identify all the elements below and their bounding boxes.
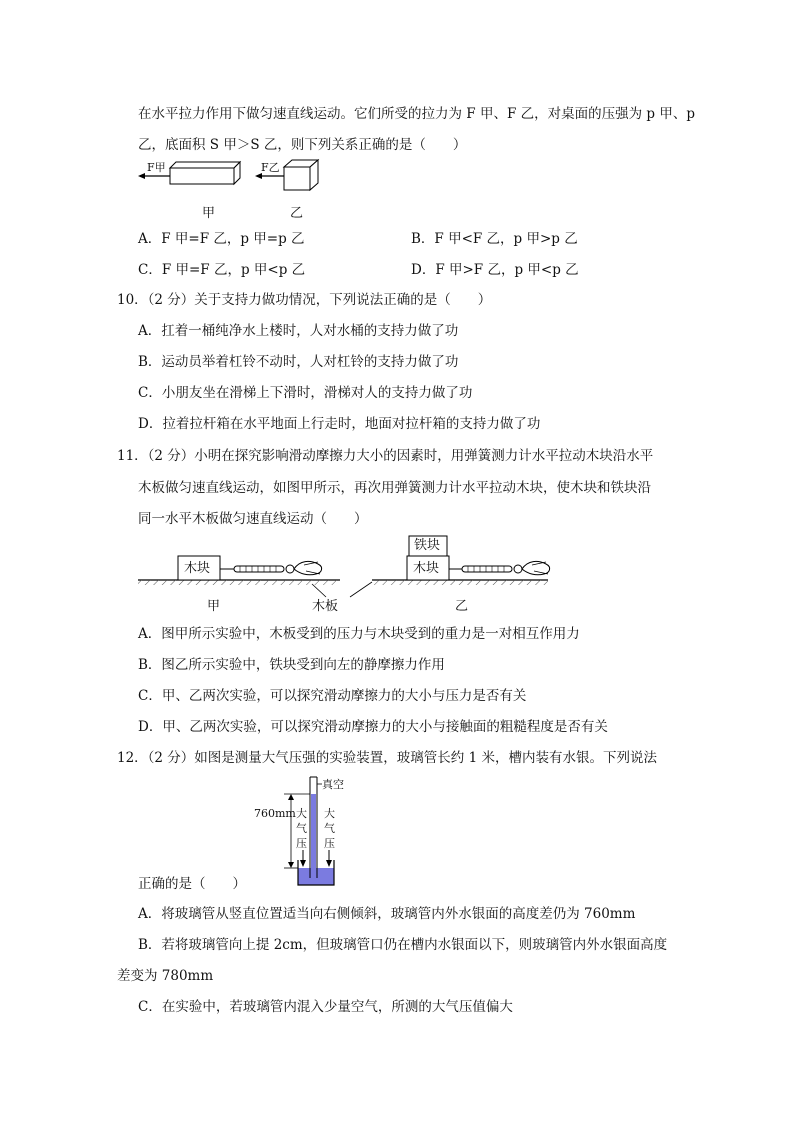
q9-option-d: D．F 甲>F 乙，p 甲<p 乙 <box>411 262 579 278</box>
q12-left-char-2: 气 <box>296 822 307 835</box>
q11-wood-block-label-right: 木块 <box>413 561 440 576</box>
q11-option-b: B．图乙所示实验中，铁块受到向左的静摩擦力作用 <box>138 657 445 673</box>
q12-option-b-line2: 差变为 780mm <box>117 968 214 984</box>
q12-left-char-1: 大 <box>296 807 307 820</box>
q12-stem-line2: 正确的是（ ） <box>138 876 246 892</box>
q9-option-c: C．F 甲=F 乙，p 甲<p 乙 <box>138 262 306 278</box>
q9-force-label-right: F乙 <box>261 161 280 174</box>
q9-caption-right: 乙 <box>290 206 304 221</box>
q12-height-label: 760mm <box>254 807 296 820</box>
q10-option-b: B．运动员举着杠铃不动时，人对杠铃的支持力做了功 <box>138 354 459 370</box>
q12-right-char-2: 气 <box>324 822 335 835</box>
q12-option-c: C．在实验中，若玻璃管内混入少量空气，所测的大气压值偏大 <box>138 999 513 1015</box>
q12-glass-tube <box>310 777 317 878</box>
q10-stem: 10．（2 分）关于支持力做功情况，下列说法正确的是（ ） <box>117 292 492 308</box>
q11-caption-left: 甲 <box>207 599 221 614</box>
q11-option-c: C．甲、乙两次实验，可以探究滑动摩擦力的大小与压力是否有关 <box>138 688 527 704</box>
q12-pressure-arrow-left <box>300 850 306 867</box>
q9-caption-left: 甲 <box>202 206 216 221</box>
q12-right-char-1: 大 <box>324 807 335 820</box>
q11-stem-line2: 木板做匀速直线运动，如图甲所示，再次用弹簧测力计水平拉动木块，使木块和铁块沿 <box>138 480 651 496</box>
q12-stem-line1: 12．（2 分）如图是测量大气压强的实验装置，玻璃管长约 1 米，槽内装有水银。下列说法 <box>117 750 657 766</box>
q12-pressure-arrow-right <box>326 850 332 867</box>
q10-option-d: D．拉着拉杆箱在水平地面上行走时，地面对拉杆箱的支持力做了功 <box>138 416 541 432</box>
q12-left-char-3: 压 <box>296 837 307 850</box>
q12-right-char-3: 压 <box>324 837 335 850</box>
q12-option-a: A．将玻璃管从竖直位置适当向右侧倾斜，玻璃管内外水银面的高度差仍为 760mm <box>138 906 636 922</box>
q9-stem-line2: 乙，底面积 S 甲＞S 乙，则下列关系正确的是（ ） <box>138 137 467 153</box>
q9-force-label-left: F甲 <box>147 161 166 174</box>
q11-option-d: D．甲、乙两次实验，可以探究滑动摩擦力的大小与接触面的粗糙程度是否有关 <box>138 719 608 735</box>
q10-option-c: C．小朋友坐在滑梯上下滑时，滑梯对人的支持力做了功 <box>138 385 473 401</box>
q11-iron-block-label: 铁块 <box>414 538 441 553</box>
q11-caption-right: 乙 <box>455 599 469 614</box>
q10-option-a: A．扛着一桶纯净水上楼时，人对水桶的支持力做了功 <box>138 323 459 339</box>
q9-option-b: B．F 甲<F 乙，p 甲>p 乙 <box>411 231 578 247</box>
q12-option-b-line1: B．若将玻璃管向上提 2cm，但玻璃管口仍在槽内水银面以下，则玻璃管内外水银面高度 <box>138 937 668 953</box>
q11-board-label: 木板 <box>312 599 339 614</box>
q11-option-a: A．图甲所示实验中，木板受到的压力与木块受到的重力是一对相互作用力 <box>138 626 580 642</box>
q11-stem-line3: 同一水平木板做匀速直线运动（ ） <box>138 511 368 527</box>
q11-wood-block-label-left: 木块 <box>184 561 211 576</box>
q9-stem-line1: 在水平拉力作用下做匀速直线运动。它们所受的拉力为 F 甲、F 乙，对桌面的压强为 p 甲、p <box>138 106 695 122</box>
q9-option-a: A．F 甲=F 乙，p 甲=p 乙 <box>138 231 305 247</box>
q12-vacuum-label: 真空 <box>322 778 344 791</box>
q11-stem-line1: 11．（2 分）小明在探究影响滑动摩擦力大小的因素时，用弹簧测力计水平拉动木块沿水平 <box>117 448 654 464</box>
